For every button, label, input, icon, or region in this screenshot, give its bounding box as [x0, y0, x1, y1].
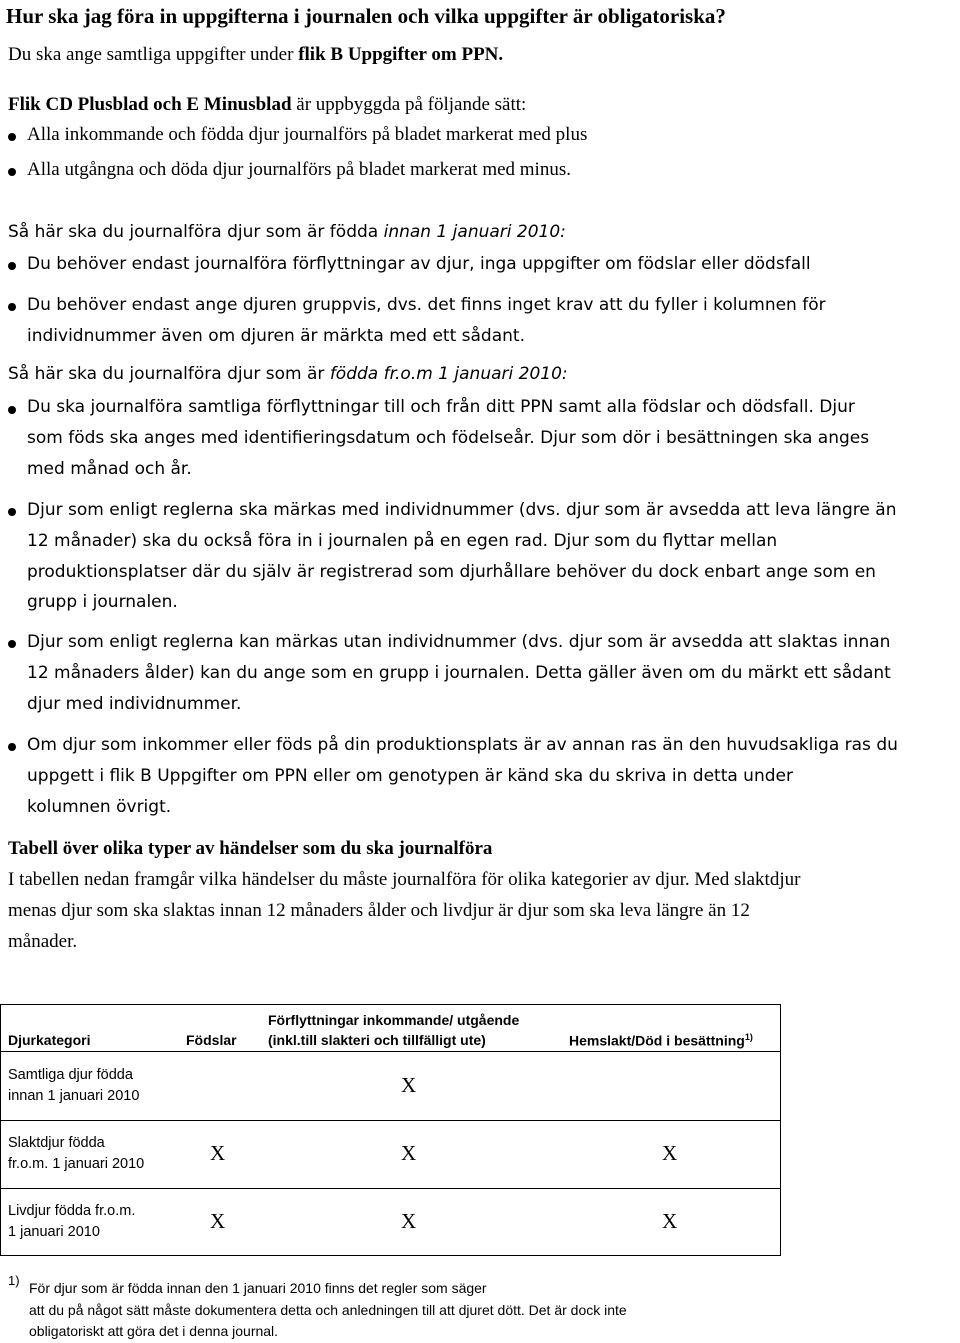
section2-b4-line: kolumnen övrigt. — [27, 797, 172, 817]
section-heading-from-2010 — [8, 364, 568, 384]
row-category — [8, 1201, 135, 1243]
header-moves-line-1: Förflyttningar inkommande/ utgående — [268, 1012, 520, 1028]
table-border — [0, 1188, 781, 1189]
row-category-line: 1 januari 2010 — [8, 1224, 100, 1240]
section2-b3-line: Djur som enligt reglerna kan märkas utan individnummer (dvs. djur som är avsedda att slaktas innan — [27, 632, 891, 652]
bullet-minus-sheet: Alla utgångna och döda djur journalförs på bladet markerat med minus. — [27, 159, 571, 180]
bullet-dot — [8, 168, 16, 176]
row-category — [8, 1065, 139, 1107]
intro-text — [8, 44, 503, 66]
header-moves-line-2: (inkl.till slakteri och tillfälligt ute) — [268, 1032, 486, 1048]
row-category-line: Slaktdjur födda — [8, 1135, 105, 1151]
section2-b2-line: Djur som enligt reglerna ska märkas med individnummer (dvs. djur som är avsedda att leva längre än — [27, 500, 897, 520]
cell-moves-x: X — [401, 1209, 417, 1233]
bullet-dot — [8, 303, 16, 311]
section-heading-italic: födda fr.o.m 1 januari 2010: — [329, 364, 568, 384]
row-category-line: fr.o.m. 1 januari 2010 — [8, 1156, 145, 1172]
section1-bullet-2-line-1: Du behöver endast ange djuren gruppvis, dvs. det finns inget krav att du fyller i kolumnen för — [27, 295, 826, 315]
table-border — [0, 1004, 1, 1256]
table-section-para-line: månader. — [8, 931, 78, 952]
section2-b2-line: 12 månader) ska du också föra in i journalen på en egen rad. Djur som du flyttar mellan — [27, 531, 778, 551]
table-border — [0, 1120, 781, 1121]
cell-births-x: X — [210, 1141, 226, 1165]
table-border — [780, 1004, 781, 1256]
footnote-line: att du på något sätt måste dokumentera detta och anledningen till att djuret dött. Det är dock inte — [29, 1302, 627, 1318]
footnote-ref: 1) — [744, 1032, 753, 1042]
section2-b2-line: grupp i journalen. — [27, 592, 178, 612]
cell-deaths-x: X — [662, 1141, 678, 1165]
section-heading-text: Så här ska du journalföra djur som är födda — [8, 222, 384, 242]
header-deaths — [569, 1032, 753, 1049]
page-title: Hur ska jag föra in uppgifterna i journalen och vilka uppgifter är obligatoriska? — [6, 4, 726, 28]
section2-b4-line: uppgett i flik B Uppgifter om PPN eller om genotypen är känd ska du skriva in detta under — [27, 766, 793, 786]
section-heading-before-2010 — [8, 222, 566, 242]
header-births: Födslar — [186, 1032, 237, 1048]
section2-b1-line: Du ska journalföra samtliga förflyttningar till och från ditt PPN samt alla födslar och dödsfall. Djur — [27, 397, 855, 417]
cell-moves-x: X — [401, 1073, 417, 1097]
row-category-line: Livdjur födda fr.o.m. — [8, 1203, 136, 1219]
row-category-line: innan 1 januari 2010 — [8, 1088, 140, 1104]
bullet-plus-sheet: Alla inkommande och födda djur journalförs på bladet markerat med plus — [27, 124, 588, 145]
section2-b2-line: produktionsplatser där du själv är registrerad som djurhållare behöver du dock enbart ange som en — [27, 562, 876, 582]
flik-description-rest: är uppbyggda på följande sätt: — [291, 94, 527, 115]
flik-description-bold: Flik CD Plusblad och E Minusblad — [8, 94, 292, 115]
intro-text-bold: flik B Uppgifter om PPN. — [298, 44, 504, 65]
cell-births-x: X — [210, 1209, 226, 1233]
section2-b3-line: 12 månaders ålder) kan du ange som en grupp i journalen. Detta gäller även om du märkt ett sådant — [27, 663, 891, 683]
section-heading-text: Så här ska du journalföra djur som är — [8, 364, 330, 384]
header-category: Djurkategori — [8, 1032, 91, 1048]
section2-b1-line: som föds ska anges med identifieringsdatum och födelseår. Djur som dör i besättningen ska anges — [27, 428, 870, 448]
cell-moves-x: X — [401, 1141, 417, 1165]
bullet-dot — [8, 743, 16, 751]
bullet-dot — [8, 133, 16, 141]
bullet-dot — [8, 406, 16, 414]
header-deaths-label: Hemslakt/Död i besättning — [569, 1032, 745, 1049]
table-section-heading: Tabell över olika typer av händelser som du ska journalföra — [8, 838, 493, 859]
table-section-para-line: I tabellen nedan framgår vilka händelser du måste journalföra för olika kategorier av djur. Med slaktdjur — [8, 869, 801, 890]
bullet-dot — [8, 508, 16, 516]
footnote-marker: 1) — [8, 1273, 20, 1288]
footnote-line: obligatoriskt att göra det i denna journal. — [29, 1323, 279, 1339]
section2-b1-line: med månad och år. — [27, 459, 192, 479]
row-category — [8, 1133, 144, 1175]
table-border — [0, 1255, 781, 1256]
row-category-line: Samtliga djur födda — [8, 1067, 133, 1083]
table-border — [0, 1004, 781, 1005]
bullet-dot — [8, 640, 16, 648]
section-heading-italic: innan 1 januari 2010: — [383, 222, 566, 242]
section1-bullet-2-line-2: individnummer även om djuren är märkta med ett sådant. — [27, 326, 525, 346]
footnote-line: För djur som är födda innan den 1 januari 2010 finns det regler som säger — [29, 1280, 487, 1296]
cell-deaths-x: X — [662, 1209, 678, 1233]
intro-text-plain: Du ska ange samtliga uppgifter under — [8, 44, 299, 65]
section1-bullet-1: Du behöver endast journalföra förflyttningar av djur, inga uppgifter om födslar eller dödsfall — [27, 254, 811, 274]
section2-b4-line: Om djur som inkommer eller föds på din produktionsplats är av annan ras än den huvudsakliga ras du — [27, 735, 898, 755]
table-section-para-line: menas djur som ska slaktas innan 12 månaders ålder och livdjur är djur som ska leva längre än 12 — [8, 900, 750, 921]
table-border — [0, 1051, 781, 1052]
section2-b3-line: djur med individnummer. — [27, 694, 242, 714]
bullet-dot — [8, 262, 16, 270]
flik-description — [8, 94, 526, 116]
